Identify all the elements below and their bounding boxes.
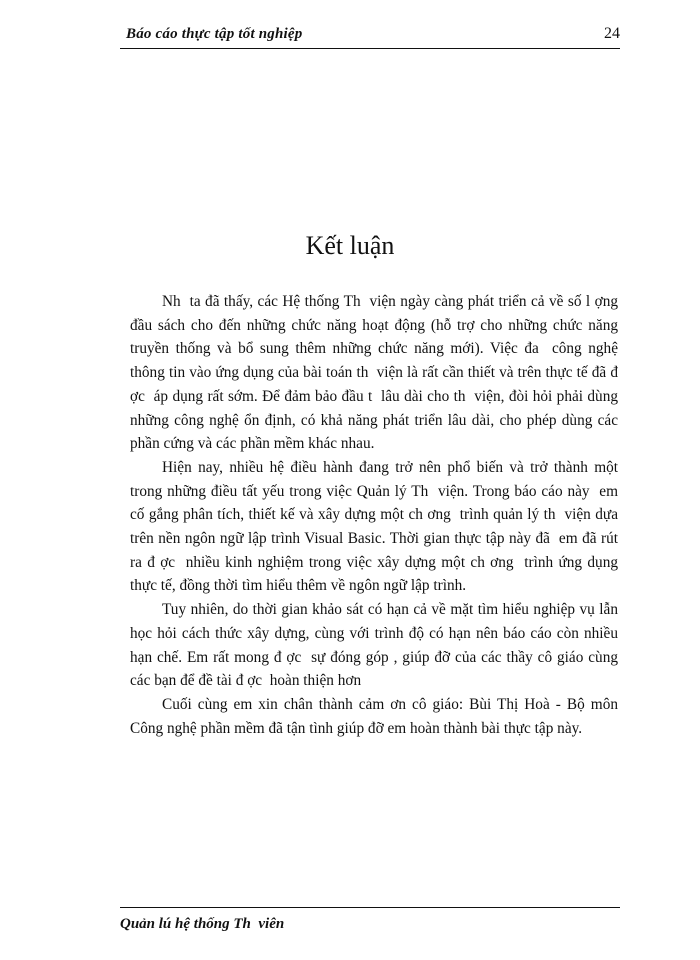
page-number: 24 — [604, 25, 620, 42]
paragraph-4: Cuối cùng em xin chân thành cảm ơn cô giáo: Bùi Thị Hoà - Bộ môn Công nghệ phần mềm đã tận tình giúp đỡ em hoàn thành bài thực tập này. — [130, 695, 622, 737]
paragraph-1: Nh ta đã thấy, các Hệ thống Th viện ngày càng phát triển cả về số l ợng đầu sách cho đến những chức năng hoạt động (hỗ trợ cho những chức năng truyền thống và bổ sung thêm những chức năng mới). Việc đa công nghệ thông tin vào ứng dụng của bài toán th viện là rất cần thiết và trên thực tế đã đ ợc áp dụng rất sớm. Để đảm bảo đầu t lâu dài cho th viện, đòi hỏi phải dùng những công nghệ ổn định, có khả năng phát triển lâu dài, cho phép dùng các phần cứng và các phần mềm khác nhau. — [130, 293, 626, 453]
page-header — [120, 24, 620, 49]
section-title: Kết luận — [305, 231, 395, 260]
paragraph-3: Tuy nhiên, do thời gian khảo sát có hạn cả về mặt tìm hiểu nghiệp vụ lẫn học hỏi cách thức xây dựng, cùng với trình độ có hạn nên báo cáo còn nhiều hạn chế. Em rất mong đ ợc sự đóng góp , giúp đỡ của các thầy cô giáo cùng các bạn để đề tài đ ợc hoàn thiện hơn — [130, 601, 622, 690]
header-title: Báo cáo thực tập tốt nghiệp — [126, 26, 303, 42]
paragraph-2: Hiện nay, nhiều hệ điều hành đang trở nên phổ biến và trở thành một trong những điều tất yếu trong việc Quản lý Th viện. Trong báo cáo này em cố gắng phân tích, thiết kế và xây dựng một ch ơng trình quản lý th viện dựa trên nền ngôn ngữ lập trình Visual Basic. Thời gian thực tập này đã em đã rút ra đ ợc nhiều kinh nghiệm trong việc xây dựng một ch ơng trình ứng dụng thực tế, đồng thời tìm hiểu thêm về ngôn ngữ lập trình. — [130, 458, 622, 595]
footer-title: Quản lú hệ thống Th viên — [120, 916, 285, 932]
page-footer — [120, 907, 620, 932]
body-text — [130, 290, 626, 740]
